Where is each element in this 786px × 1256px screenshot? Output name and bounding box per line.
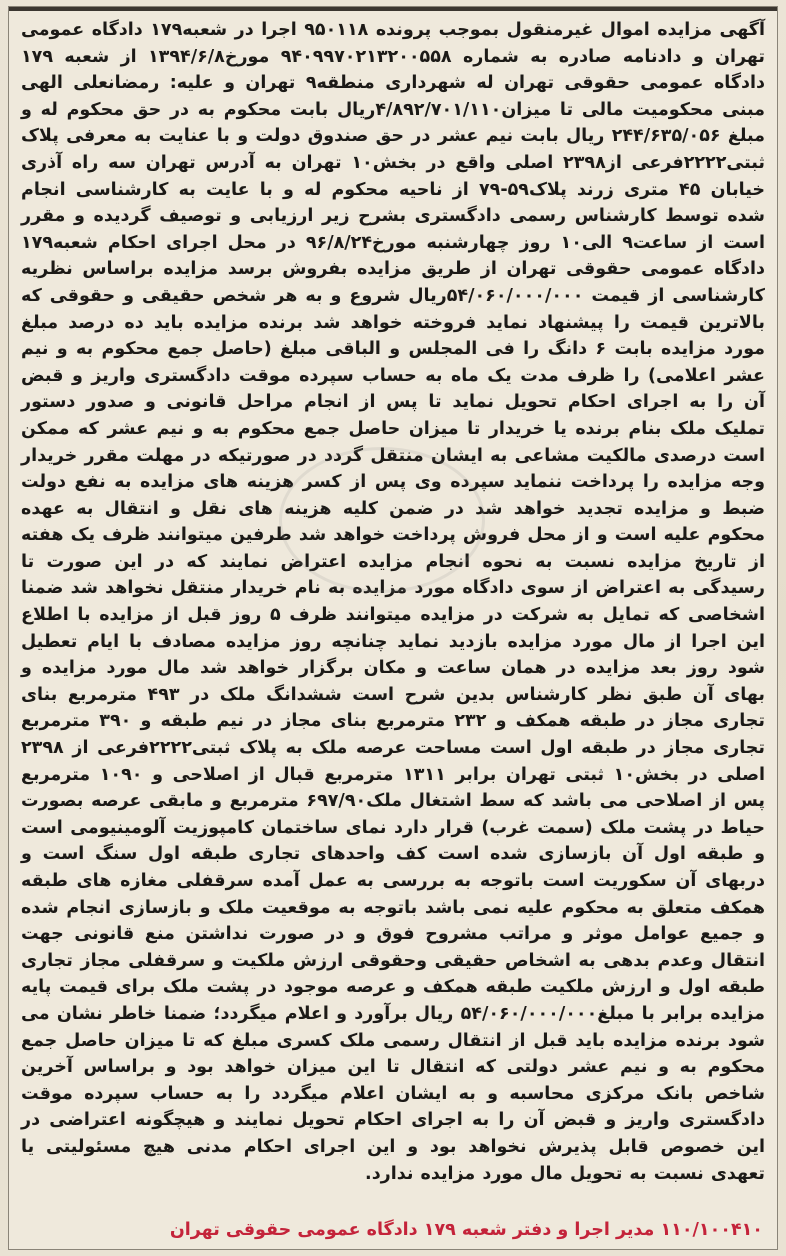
notice-body: آگهی مزایده اموال غیرمنقول بموجب پرونده ۹۵۰۱۱۸ اجرا در شعبه۱۷۹ دادگاه عمومی تهران و دادنامه صادره به شماره ۹۴۰۹۹۷۰۲۱۳۲۰۰۵۵۸ مورخ۱۳۹۴/۶/۸ از شعبه ۱۷۹ دادگاه عمومی حقوقی تهران له شهرداری منطقه۹ تهران و علیه: رمضانعلی الهی مبنی محکومیت مالی تا میزان۴/۸۹۲/۷۰۱/۱۱۰ریال بابت محکوم به در حق محکوم له و مبلغ ۲۴۴/۶۳۵/۰۵۶ ریال بابت نیم عشر در حق صندوق دولت و با عنایت به معرفی پلاک ثبتی۲۲۲۲فرعی از۲۳۹۸ اصلی واقع در بخش۱۰ تهران به آدرس تهران سه راه آذری خیابان ۴۵ متری زرند پلاک۵۹-۷۹ از ناحیه محکوم له و با عایت به کارشناسی انجام شده توسط کارشناس رسمی دادگستری بشرح زیر ارزیابی و توصیف گردیده و مقرر است از ساعت۹ الی۱۰ روز چهارشنبه مورخ۹۶/۸/۲۴ در محل اجرای احکام شعبه۱۷۹ دادگاه عمومی حقوقی تهران از طریق مزایده بفروش برسد مزایده براساس نظریه کارشناسی از قیمت ۵۴/۰۶۰/۰۰۰/۰۰۰ریال شروع و به هر شخص حقیقی و حقوقی که بالاترین قیمت را پیشنهاد نماید فروخته خواهد شد برنده مزایده باید ده درصد مبلغ مورد مزایده بابت ۶ دانگ را فی المجلس و الباقی مبلغ (حاصل جمع محکوم به و نیم عشر اعلامی) را ظرف مدت یک ماه به حساب سپرده موقت دادگستری واریز و قبض آن را به اجرای احکام تحویل نماید تا پس از انجام مراحل قانونی و صدور دستور تملیک ملک بنام برنده یا خریدار تا میزان حاصل جمع محکوم به و نیم عشر که ممکن است درصدی مالکیت مشاعی به ایشان منتقل گردد در صورتیکه در مهلت مقرر خریدار وجه مزایده را پرداخت ننماید سپرده وی پس از کسر هزینه های مزایده به نفع دولت ضبط و مزایده تجدید خواهد شد در ضمن کلیه هزینه های نقل و انتقال به عهده محکوم علیه است و از محل فروش پرداخت خواهد شد طرفین میتوانند ظرف یک هفته از تاریخ مزایده نسبت به نحوه انجام مزایده اعتراض نمایند که در این صورت تا رسیدگی به اعتراض از سوی دادگاه مورد مزایده به نام خریدار منتقل نخواهد شد ضمنا اشخاصی که تمایل به شرکت در مزایده میتوانند ظرف ۵ روز قبل از مزایده با اطلاع این اجرا از مال مورد مزایده بازدید نماید چنانچه روز مزایده مصادف با ایام تعطیل شود روز بعد مزایده در همان ساعت و مکان برگزار خواهد شد مال مورد مزایده و بهای آن طبق نظر کارشناس بدین شرح است ششدانگ ملک در ۴۹۳ مترمربع بنای تجاری مجاز در طبقه همکف و ۲۳۲ مترمربع بنای مجاز در نیم طبقه و ۳۹۰ مترمربع تجاری مجاز در طبقه اول است مساحت عرصه ملک به پلاک ثبتی۲۲۲۲فرعی از ۲۳۹۸ اصلی در بخش۱۰ ثبتی تهران برابر ۱۳۱۱ مترمربع قبال از اصلاحی و ۱۰۹۰ مترمربع پس از اصلاحی می باشد که سط اشتغال ملک۶۹۷/۹۰ مترمربع و مابقی عرصه بصورت حیاط در پشت ملک (سمت غرب) قرار دارد نمای ساختمان کامپوزیت آلومینیومی است و طبقه اول آن بازسازی شده است کف واحدهای تجاری طبقه اول سنگ است و دربهای آن سکوریت است باتوجه به بررسی به عمل آمده سرقفلی مغازه های طبقه همکف متعلق به محکوم علیه نمی باشد باتوجه به موقعیت ملک و بازسازی انجام شده و جمیع عوامل موثر و مراتب مشروح فوق و در صورت نداشتن منع قانونی جهت انتقال وعدم بدهی به اشخاص حقیقی وحقوقی ارزش ملکیت و سرقفلی مجاز تجاری طبقه اول و ارزش ملکیت طبقه همکف و عرصه موجود در پشت ملک برای قیمت پایه مزایده برابر با مبلغ۵۴/۰۶۰/۰۰۰/۰۰۰ ریال برآورد و اعلام میگردد؛ ضمنا خاطر نشان می شود برنده مزایده باید قبل از انتقال رسمی ملک کسری مبلغ که تا میزان حاصل جمع محکوم به و نیم عشر دولتی که انتقال تا این میزان خواهد بود و براساس آخرین شاخص بانک مرکزی محاسبه و به ایشان اعلام میگردد را به حساب سپرده موقت دادگستری واریز و قبض آن را به اجرای احکام تحویل نمایند و هیچگونه اعتراضی در این خصوص قابل پذیرش نخواهد بود و این اجرای احکام مدنی هیچ مسئولیتی یا تعهدی نسبت به تحویل مال مورد مزایده ندارد.: [21, 20, 766, 1184]
notice-footer-signature: ۱۱۰/۱۰۰۴۱۰ مدیر اجرا و دفتر شعبه ۱۷۹ دادگاه عمومی حقوقی تهران: [169, 1220, 763, 1240]
auction-notice: [8, 6, 778, 1250]
top-rule: [9, 7, 777, 11]
